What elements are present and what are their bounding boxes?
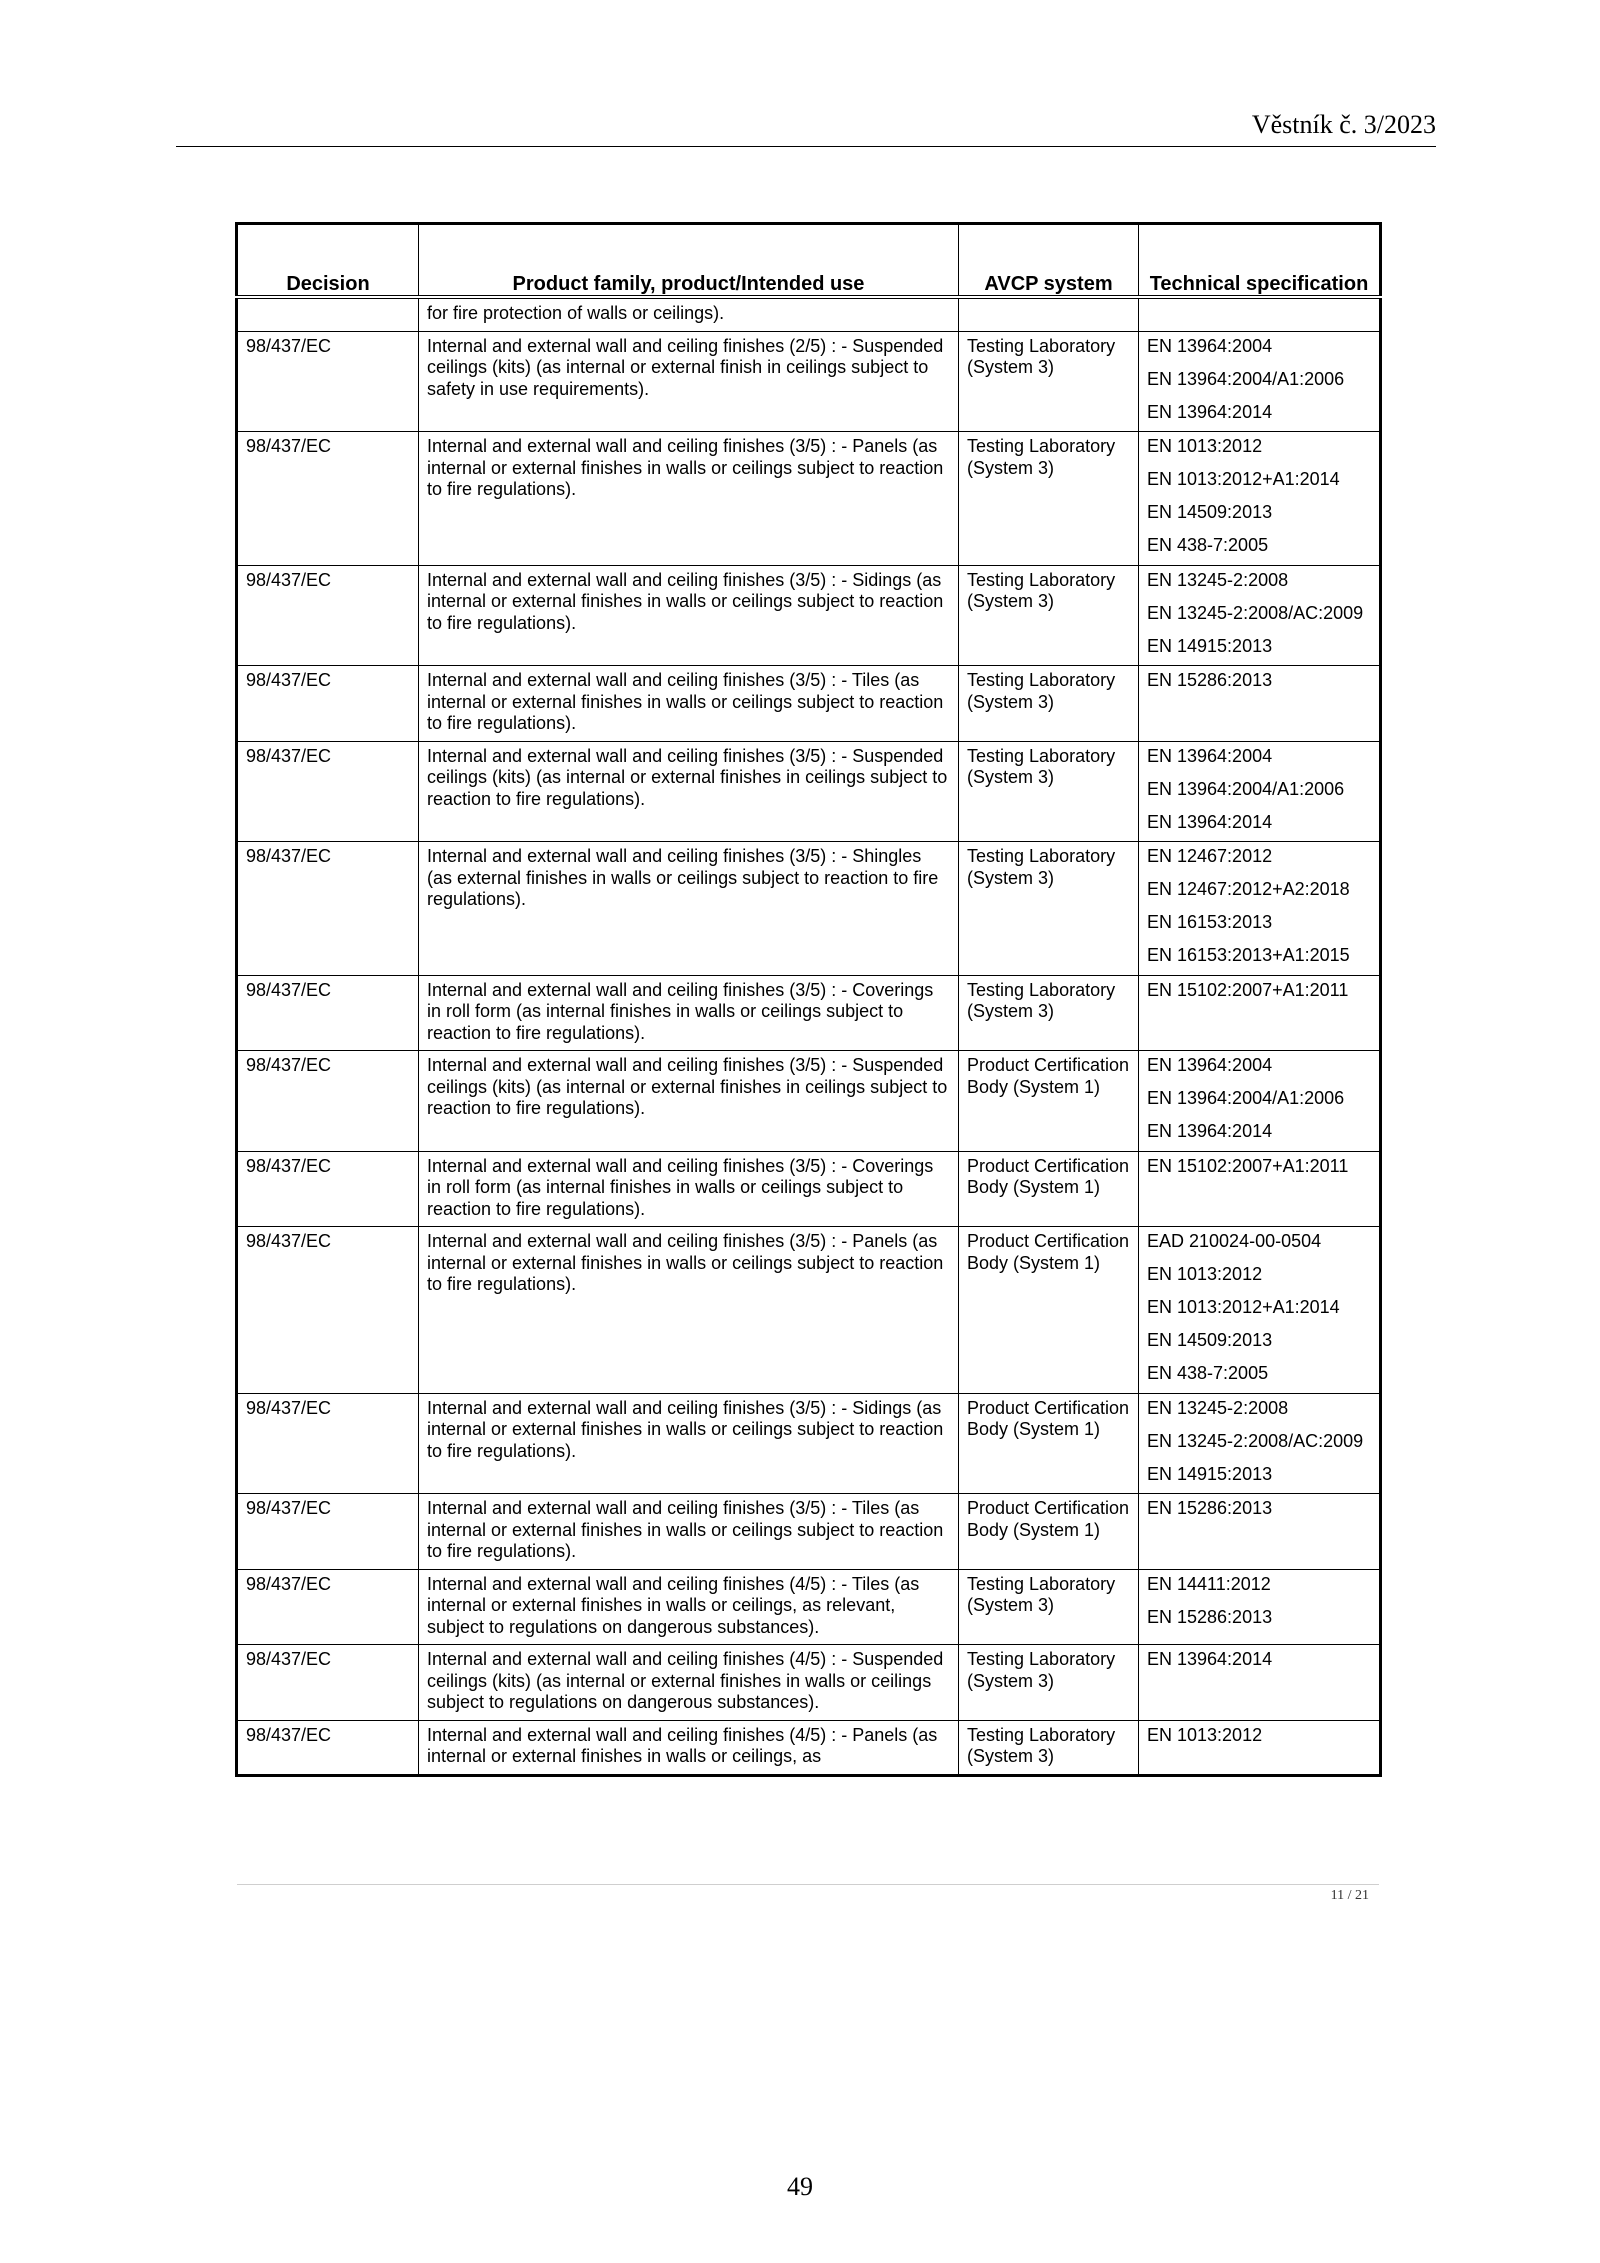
- specification-cell: [1139, 1720, 1381, 1775]
- table-row: [237, 1393, 1381, 1494]
- specification-item: EN 13964:2014: [1147, 811, 1273, 832]
- specification-item: EAD 210024-00-0504: [1147, 1231, 1322, 1251]
- table-row: [237, 1494, 1381, 1570]
- specification-item: EN 1013:2012: [1147, 1264, 1263, 1284]
- avcp-cell: Testing Laboratory (System 3): [959, 432, 1139, 566]
- decision-cell: 98/437/EC: [237, 432, 419, 566]
- specification-item: EN 13964:2004: [1147, 1055, 1273, 1075]
- specification-item: EN 1013:2012+A1:2014: [1147, 1297, 1340, 1317]
- decision-table: [235, 222, 1382, 1777]
- specification-cell: [1139, 842, 1381, 976]
- product-cell: Internal and external wall and ceiling finishes (3/5) : - Tiles (as internal or external finishes in walls or ceilings subject to reaction to fire regulations).: [419, 666, 959, 742]
- specification-cell: [1139, 1569, 1381, 1645]
- specification-cell: [1139, 331, 1381, 432]
- specification-item: EN 13245-2:2008/AC:2009: [1147, 602, 1364, 623]
- table-row: [237, 331, 1381, 432]
- product-cell: Internal and external wall and ceiling finishes (4/5) : - Tiles (as internal or external finishes in walls or ceilings, as relevant, subject to regulations on dangerous substances).: [419, 1569, 959, 1645]
- specification-item: EN 15102:2007+A1:2011: [1147, 979, 1349, 1000]
- table-row: [237, 1227, 1381, 1394]
- specification-cell: [1139, 975, 1381, 1051]
- decision-cell: 98/437/EC: [237, 1151, 419, 1227]
- avcp-cell: Testing Laboratory (System 3): [959, 741, 1139, 842]
- specification-item: EN 16153:2013: [1147, 912, 1273, 932]
- avcp-cell: Testing Laboratory (System 3): [959, 1569, 1139, 1645]
- product-cell: Internal and external wall and ceiling finishes (3/5) : - Coverings in roll form (as internal finishes in walls or ceilings subject to reaction to fire regulations).: [419, 1151, 959, 1227]
- decision-cell: 98/437/EC: [237, 842, 419, 976]
- table-row: [237, 1051, 1381, 1152]
- product-cell: Internal and external wall and ceiling finishes (3/5) : - Sidings (as internal or external finishes in walls or ceilings subject to reaction to fire regulations).: [419, 565, 959, 666]
- product-cell: Internal and external wall and ceiling finishes (4/5) : - Suspended ceilings (kits) (as internal or external finishes in walls or ceilings subject to regulations on dangerous substances).: [419, 1645, 959, 1721]
- journal-header: Věstník č. 3/2023: [1251, 110, 1436, 139]
- product-cell: Internal and external wall and ceiling finishes (3/5) : - Coverings in roll form (as internal finishes in walls or ceilings subject to reaction to fire regulations).: [419, 975, 959, 1051]
- product-cell: Internal and external wall and ceiling finishes (3/5) : - Shingles (as external finishes in walls or ceilings subject to reaction to fire regulations).: [419, 842, 959, 976]
- avcp-cell: Testing Laboratory (System 3): [959, 666, 1139, 742]
- specification-item: EN 1013:2012: [1147, 1724, 1263, 1745]
- specification-item: EN 15286:2013: [1147, 670, 1273, 690]
- decision-cell: 98/437/EC: [237, 666, 419, 742]
- table-row: [237, 1720, 1381, 1775]
- avcp-cell: Product Certification Body (System 1): [959, 1393, 1139, 1494]
- product-cell: Internal and external wall and ceiling finishes (3/5) : - Panels (as internal or external finishes in walls or ceilings subject to reaction to fire regulations).: [419, 1227, 959, 1394]
- specification-item: EN 13964:2004: [1147, 745, 1273, 766]
- specification-item: EN 14411:2012: [1147, 1573, 1271, 1594]
- specification-item: EN 14915:2013: [1147, 635, 1273, 656]
- specification-item: EN 14915:2013: [1147, 1463, 1273, 1484]
- specification-cell: [1139, 432, 1381, 566]
- avcp-cell: Product Certification Body (System 1): [959, 1494, 1139, 1570]
- product-cell: Internal and external wall and ceiling finishes (3/5) : - Tiles (as internal or external finishes in walls or ceilings subject to reaction to fire regulations).: [419, 1494, 959, 1570]
- column-header-specification: Technical specification: [1139, 224, 1381, 298]
- specification-item: EN 438-7:2005: [1147, 535, 1269, 555]
- product-cell: Internal and external wall and ceiling finishes (3/5) : - Suspended ceilings (kits) (as internal or external finishes in ceilings subject to reaction to fire regulations).: [419, 1051, 959, 1152]
- decision-cell: 98/437/EC: [237, 1494, 419, 1570]
- table-row: [237, 975, 1381, 1051]
- specification-item: EN 13245-2:2008/AC:2009: [1147, 1430, 1364, 1451]
- specification-item: EN 13964:2004/A1:2006: [1147, 778, 1345, 799]
- table-header-row: [237, 224, 1381, 298]
- product-cell: Internal and external wall and ceiling finishes (3/5) : - Suspended ceilings (kits) (as internal or external finishes in ceilings subject to reaction to fire regulations).: [419, 741, 959, 842]
- continuation-text: for fire protection of walls or ceilings).: [419, 297, 959, 331]
- specification-item: EN 14509:2013: [1147, 502, 1273, 522]
- avcp-cell: Testing Laboratory (System 3): [959, 331, 1139, 432]
- specification-cell: [1139, 1151, 1381, 1227]
- specification-item: EN 438-7:2005: [1147, 1363, 1269, 1383]
- table-row: [237, 565, 1381, 666]
- specification-item: EN 13964:2014: [1147, 1121, 1273, 1141]
- specification-item: EN 13964:2004/A1:2006: [1147, 1088, 1345, 1108]
- avcp-cell: Product Certification Body (System 1): [959, 1227, 1139, 1394]
- avcp-cell: Testing Laboratory (System 3): [959, 565, 1139, 666]
- avcp-cell: Testing Laboratory (System 3): [959, 1645, 1139, 1721]
- table-row: [237, 1569, 1381, 1645]
- product-cell: Internal and external wall and ceiling finishes (3/5) : - Sidings (as internal or external finishes in walls or ceilings subject to reaction to fire regulations).: [419, 1393, 959, 1494]
- avcp-cell: Product Certification Body (System 1): [959, 1151, 1139, 1227]
- specification-item: EN 12467:2012: [1147, 846, 1273, 866]
- product-cell: Internal and external wall and ceiling finishes (4/5) : - Panels (as internal or external finishes in walls or ceilings, as: [419, 1720, 959, 1775]
- column-header-avcp: AVCP system: [959, 224, 1139, 298]
- specification-cell: [1139, 1494, 1381, 1570]
- decision-cell: 98/437/EC: [237, 331, 419, 432]
- specification-item: EN 13245-2:2008: [1147, 1397, 1289, 1418]
- avcp-cell: Testing Laboratory (System 3): [959, 975, 1139, 1051]
- continuation-spec-cell: [1139, 297, 1381, 331]
- page-number: 49: [787, 2172, 813, 2201]
- specification-cell: [1139, 1227, 1381, 1394]
- specification-cell: [1139, 565, 1381, 666]
- specification-item: EN 14509:2013: [1147, 1330, 1273, 1350]
- decision-cell: 98/437/EC: [237, 741, 419, 842]
- column-header-product: Product family, product/Intended use: [419, 224, 959, 298]
- specification-item: EN 15286:2013: [1147, 1606, 1273, 1627]
- specification-cell: [1139, 1051, 1381, 1152]
- column-header-decision: Decision: [237, 224, 419, 298]
- specification-item: EN 15102:2007+A1:2011: [1147, 1155, 1349, 1176]
- product-cell: Internal and external wall and ceiling finishes (3/5) : - Panels (as internal or external finishes in walls or ceilings subject to reaction to fire regulations).: [419, 432, 959, 566]
- avcp-cell: Product Certification Body (System 1): [959, 1051, 1139, 1152]
- decision-cell: 98/437/EC: [237, 565, 419, 666]
- specification-cell: [1139, 741, 1381, 842]
- table-row: [237, 432, 1381, 566]
- specification-cell: [1139, 1393, 1381, 1494]
- specification-cell: [1139, 1645, 1381, 1721]
- specification-item: EN 13245-2:2008: [1147, 569, 1289, 590]
- decision-cell: 98/437/EC: [237, 1720, 419, 1775]
- continuation-avcp-cell: [959, 297, 1139, 331]
- specification-item: EN 13964:2014: [1147, 1649, 1273, 1669]
- continuation-row: [237, 297, 1381, 331]
- continuation-decision-cell: [237, 297, 419, 331]
- avcp-cell: Testing Laboratory (System 3): [959, 842, 1139, 976]
- avcp-cell: Testing Laboratory (System 3): [959, 1720, 1139, 1775]
- specification-item: EN 16153:2013+A1:2015: [1147, 945, 1350, 965]
- specification-item: EN 15286:2013: [1147, 1498, 1273, 1518]
- specification-item: EN 13964:2014: [1147, 401, 1273, 422]
- table-row: [237, 741, 1381, 842]
- specification-cell: [1139, 666, 1381, 742]
- specification-item: EN 12467:2012+A2:2018: [1147, 879, 1350, 899]
- table-row: [237, 842, 1381, 976]
- decision-cell: 98/437/EC: [237, 1227, 419, 1394]
- specification-item: EN 1013:2012+A1:2014: [1147, 469, 1340, 489]
- header-rule: [176, 146, 1436, 147]
- specification-item: EN 13964:2004: [1147, 335, 1273, 356]
- table-row: [237, 666, 1381, 742]
- decision-cell: 98/437/EC: [237, 1051, 419, 1152]
- decision-cell: 98/437/EC: [237, 1569, 419, 1645]
- table-row: [237, 1151, 1381, 1227]
- footer-rule: [237, 1884, 1379, 1885]
- sub-page-indicator: 11 / 21: [1330, 1888, 1369, 1903]
- specification-item: EN 13964:2004/A1:2006: [1147, 368, 1345, 389]
- specification-item: EN 1013:2012: [1147, 436, 1263, 456]
- product-cell: Internal and external wall and ceiling finishes (2/5) : - Suspended ceilings (kits) (as internal or external finish in ceilings subject to safety in use requirements).: [419, 331, 959, 432]
- decision-cell: 98/437/EC: [237, 1393, 419, 1494]
- table-row: [237, 1645, 1381, 1721]
- decision-cell: 98/437/EC: [237, 975, 419, 1051]
- decision-cell: 98/437/EC: [237, 1645, 419, 1721]
